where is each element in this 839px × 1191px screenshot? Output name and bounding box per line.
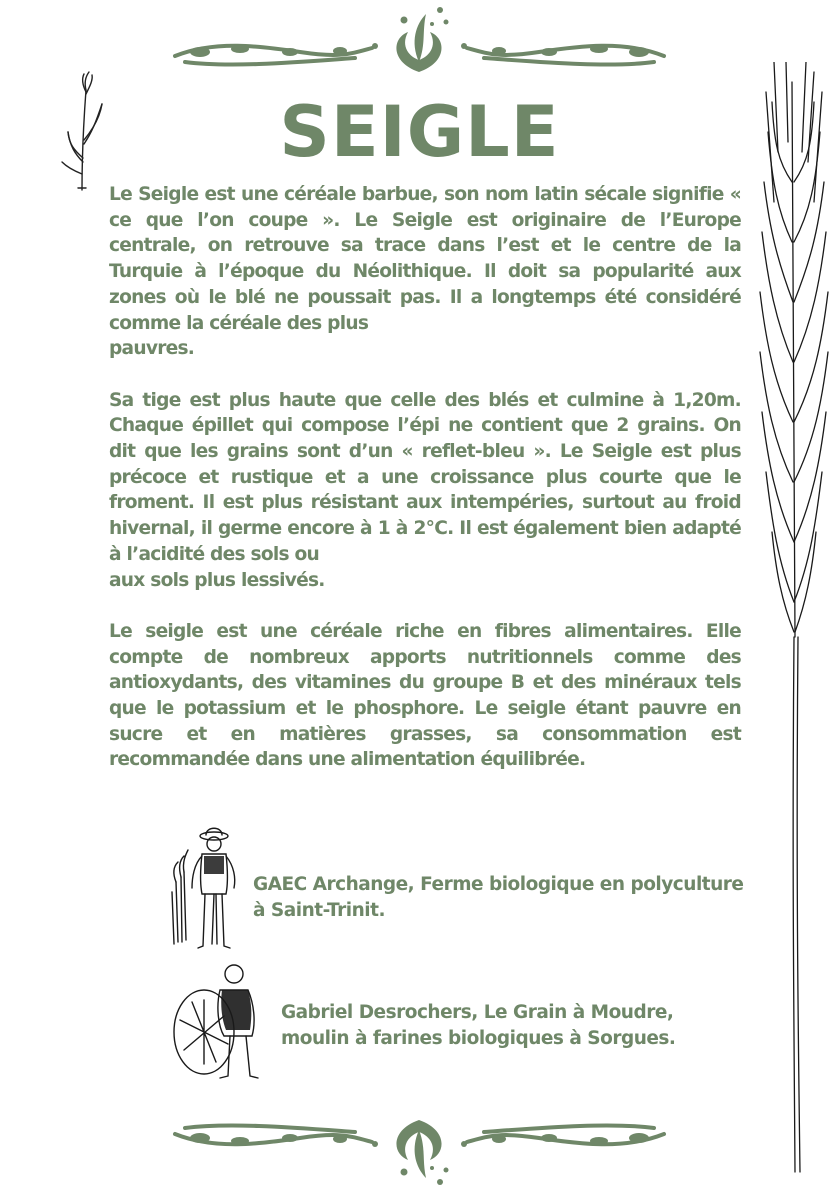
page-title: SEIGLE (279, 91, 560, 173)
credit-mill (281, 1000, 675, 1051)
rye-stalk-icon (748, 62, 834, 1177)
body-text (109, 182, 741, 773)
paragraph-characteristics: Sa tige est plus haute que celle des blés et culmine à 1,20m. Chaque épillet qui compose l’épi ne contient que 2 grains. On dit que les grains sont d’un « reflet-bleu ». Le Seigle est plus précoce et rustique et a une croissance plus courte que le froment. Il est plus résistant aux intempéries, surtout au froid hivernal, il germe encore à 1 à 2°C. Il est également bien adapté à l’acidité des sols ou (109, 389, 741, 565)
paragraph-characteristics-tail: aux sols plus lessivés. (109, 569, 325, 591)
farmer-illustration-icon (170, 822, 242, 952)
credit-mill-line1: Gabriel Desrochers, Le Grain à Moudre, (281, 1002, 674, 1023)
credit-farm-line1: GAEC Archange, Ferme biologique en polyculture (253, 874, 744, 895)
paragraph-origin: Le Seigle est une céréale barbue, son nom latin sécale signifie « ce que l’on coupe ». Le Seigle est originaire de l’Europe centrale, on retrouve sa trace dans l’est et le centre de la Turquie à l’époque du Néolithique. Il doit sa popularité aux zones où le blé ne poussait pas. Il a longtemps été considéré comme la céréale des plus (109, 184, 741, 334)
credit-mill-line2: moulin à farines biologiques à Sorgues. (281, 1027, 676, 1049)
paragraph-nutrition: Le seigle est une céréale riche en fibres alimentaires. Elle compte de nombreux apports nutritionnels comme des antioxydants, des vitamines du groupe B et des minéraux tels que le potassium et le phosphore. Le seigle étant pauvre en sucre et en matières grasses, sa consommation est recommandée dans une alimentation équilibrée. (109, 620, 741, 771)
ornament-bottom-icon (0, 1108, 839, 1190)
credit-farm-line2: à Saint-Trinit. (253, 899, 385, 921)
miller-illustration-icon (170, 960, 262, 1082)
credit-farm (253, 872, 743, 923)
paragraph-origin-tail: pauvres. (109, 338, 195, 360)
ornament-top-icon (0, 2, 839, 80)
